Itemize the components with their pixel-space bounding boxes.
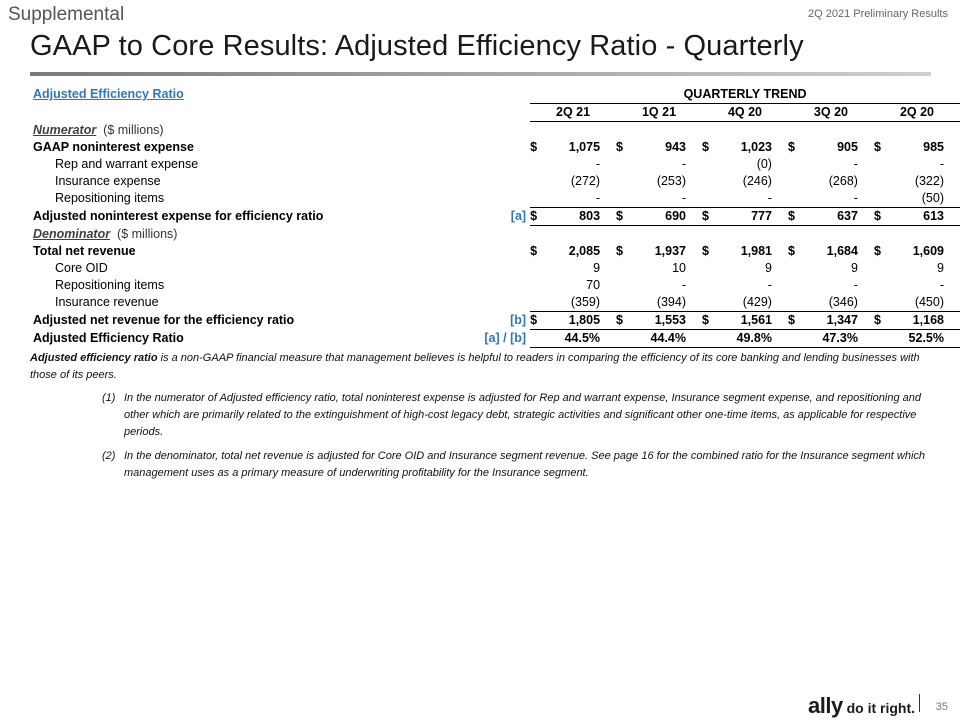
row-reference: [b] bbox=[510, 313, 527, 327]
row-reference: [a] bbox=[510, 209, 527, 223]
table-row: Adjusted Efficiency Ratio [a] / [b] 44.5% 44.4% 49.8% 47.3% 52.5% bbox=[30, 330, 960, 348]
table-row: Adjusted noninterest expense for efficiency ratio [a] $ 803 $ 690 $ 777 $ 637 $ 613 bbox=[30, 208, 960, 226]
table-name-link[interactable]: Adjusted Efficiency Ratio bbox=[33, 87, 184, 102]
row-reference: [a] / [b] bbox=[484, 331, 527, 345]
row-label: Rep and warrant expense bbox=[55, 157, 199, 171]
column-header: 2Q 20 bbox=[874, 104, 960, 122]
footnote-1 bbox=[30, 390, 932, 441]
table-row: Adjusted net revenue for the efficiency ratio [b] $ 1,805 $ 1,553 $ 1,561 $ 1,347 $ 1,168 bbox=[30, 312, 960, 330]
table-row: Insurance revenue (359) (394) (429) (346) (450) bbox=[30, 294, 960, 312]
logo-tagline: do it right. bbox=[846, 700, 916, 716]
page-number: 35 bbox=[935, 701, 948, 713]
footnote-text: In the denominator, total net revenue is adjusted for Core OID and Insurance segment revenue. See page 16 for the combined ratio for the Insurance segment which management uses as a primary measure of underwriting profitability for the Insurance segment. bbox=[124, 450, 926, 479]
footnote-text: In the numerator of Adjusted efficiency ratio, total noninterest expense is adjusted for Rep and warrant expense, Insurance segment expense, and repositioning and other which are primarily related to the extinguishment of high-cost legacy debt, strategic activities and significant other one-time items, as applicable for respective periods. bbox=[124, 392, 921, 438]
row-label: Repositioning items bbox=[55, 278, 165, 292]
section-label: Supplemental bbox=[8, 4, 125, 25]
column-header: 3Q 20 bbox=[788, 104, 874, 122]
row-label: Adjusted noninterest expense for efficiency ratio bbox=[33, 209, 324, 223]
table-row: Total net revenue $ 2,085 $ 1,937 $ 1,981 $ 1,684 $ 1,609 bbox=[30, 243, 960, 260]
table-row: GAAP noninterest expense $ 1,075 $ 943 $ 1,023 $ 905 $ 985 bbox=[30, 139, 960, 156]
table-row: Repositioning items - - - - (50) bbox=[30, 190, 960, 208]
row-label: Insurance expense bbox=[55, 174, 161, 188]
footer-divider bbox=[919, 694, 920, 712]
note-intro-text: is a non-GAAP financial measure that management believes is helpful to readers in comparing the efficiency of its core banking and lending businesses with those of its peers. bbox=[30, 352, 920, 381]
title-divider bbox=[30, 72, 931, 76]
footnote-number: (1) bbox=[102, 392, 116, 404]
note-term: Adjusted efficiency ratio bbox=[30, 352, 158, 364]
quarterly-trend-header: QUARTERLY TREND bbox=[530, 86, 960, 104]
footnote-number: (2) bbox=[102, 450, 116, 462]
table-row: Rep and warrant expense - - (0) - - bbox=[30, 156, 960, 173]
row-label: Insurance revenue bbox=[55, 295, 159, 310]
table-row: Core OID 9 10 9 9 9 bbox=[30, 260, 960, 277]
row-label: Adjusted net revenue for the efficiency ratio bbox=[33, 313, 295, 327]
row-label: Total net revenue bbox=[33, 244, 136, 258]
ally-logo: ally do it right. bbox=[808, 693, 916, 718]
numerator-section-header: Numerator ($ millions) bbox=[33, 123, 164, 137]
note-intro bbox=[30, 350, 932, 384]
row-label: Adjusted Efficiency Ratio bbox=[33, 331, 184, 345]
row-label: GAAP noninterest expense bbox=[33, 140, 194, 154]
column-header: 2Q 21 bbox=[530, 104, 616, 122]
denominator-section-header: Denominator ($ millions) bbox=[33, 227, 178, 241]
column-header: 4Q 20 bbox=[702, 104, 788, 122]
table-row: Insurance expense (272) (253) (246) (268) (322) bbox=[30, 173, 960, 190]
report-label: 2Q 2021 Preliminary Results bbox=[807, 8, 948, 20]
row-label: Repositioning items bbox=[55, 191, 165, 206]
row-label: Core OID bbox=[55, 261, 108, 275]
column-header: 1Q 21 bbox=[616, 104, 702, 122]
efficiency-ratio-table bbox=[30, 86, 960, 348]
footnote-2 bbox=[30, 448, 932, 482]
notes-section bbox=[30, 350, 932, 489]
page-title: GAAP to Core Results: Adjusted Efficiency Ratio - Quarterly bbox=[30, 30, 804, 62]
table-row: Repositioning items 70 - - - - bbox=[30, 277, 960, 294]
